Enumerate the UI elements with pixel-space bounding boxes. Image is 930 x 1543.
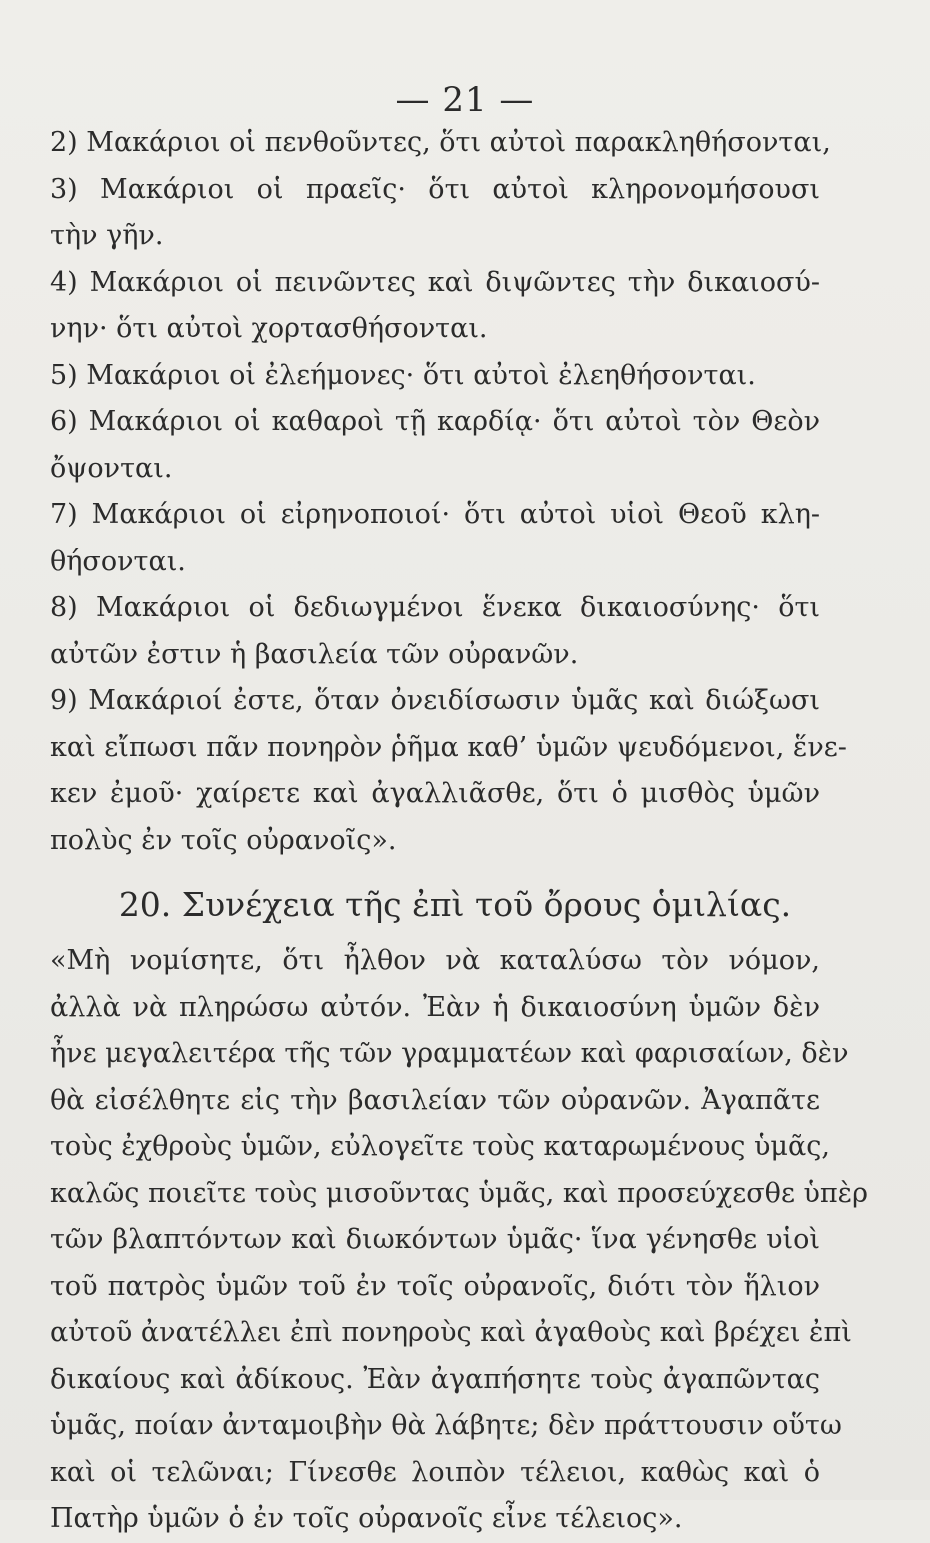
text-line: 6) Μακάριοι οἱ καθαροὶ τῇ καρδίᾳ· ὅτι αὐτοὶ τὸν Θεὸν — [50, 406, 820, 437]
text-line: κεν ἐμοῦ· χαίρετε καὶ ἀγαλλιᾶσθε, ὅτι ὁ μισθὸς ὑμῶν — [50, 778, 820, 809]
text-line: ἦνε μεγαλειτέρα τῆς τῶν γραμματέων καὶ φαρισαίων, δὲν — [50, 1038, 849, 1069]
text-line: καὶ εἴπωσι πᾶν πονηρὸν ῥῆμα καθ’ ὑμῶν ψευδόμενοι, ἕνε- — [50, 731, 847, 763]
text-line: ὑμᾶς, ποίαν ἀνταμοιβὴν θὰ λάβητε; δὲν πράττουσιν οὕτω — [50, 1410, 842, 1441]
text-line: τῶν βλαπτόντων καὶ διωκόντων ὑμᾶς· ἵνα γένησθε υἱοὶ — [50, 1224, 820, 1255]
text-line: νην· ὅτι αὐτοὶ χορτασθήσονται. — [50, 313, 488, 344]
text-line: 7) Μακάριοι οἱ εἰρηνοποιοί· ὅτι αὐτοὶ υἱοὶ Θεοῦ κλη- — [50, 499, 820, 530]
text-line: τοῦ πατρὸς ὑμῶν τοῦ ἐν τοῖς οὐρανοῖς, διότι τὸν ἥλιον — [50, 1270, 820, 1302]
text-line: τὴν γῆν. — [50, 220, 164, 251]
text-line: δικαίους καὶ ἀδίκους. Ἐὰν ἀγαπήσητε τοὺς ἀγαπῶντας — [50, 1363, 820, 1395]
text-line: πολὺς ἐν τοῖς οὐρανοῖς». — [50, 824, 397, 856]
text-line: 8) Μακάριοι οἱ δεδιωγμένοι ἕνεκα δικαιοσύνης· ὅτι — [50, 592, 820, 623]
text-line: 2) Μακάριοι οἱ πενθοῦντες, ὅτι αὐτοὶ παρακληθήσονται, — [50, 127, 831, 158]
page-number: — 21 — — [395, 80, 535, 120]
text-line: Πατὴρ ὑμῶν ὁ ἐν τοῖς οὐρανοῖς εἶνε τέλειος». — [50, 1503, 683, 1534]
page-body — [50, 120, 869, 1543]
text-line: 5) Μακάριοι οἱ ἐλεήμονες· ὅτι αὐτοὶ ἐλεηθήσονται. — [50, 359, 756, 391]
text-line: αὐτοῦ ἀνατέλλει ἐπὶ πονηροὺς καὶ ἀγαθοὺς καὶ βρέχει ἐπὶ — [50, 1317, 852, 1348]
section-heading: 20. Συνέχεια τῆς ἐπὶ τοῦ ὄρους ὁμιλίας. — [118, 885, 792, 924]
sermon-continuation-section — [50, 938, 869, 1543]
text-line: αὐτῶν ἐστιν ἡ βασιλεία τῶν οὐρανῶν. — [50, 638, 579, 670]
text-line: 3) Μακάριοι οἱ πραεῖς· ὅτι αὐτοὶ κληρονομήσουσι — [50, 173, 820, 205]
text-line: καλῶς ποιεῖτε τοὺς μισοῦντας ὑμᾶς, καὶ προσεύχεσθε ὑπὲρ — [50, 1177, 869, 1209]
text-line: θήσονται. — [50, 545, 186, 577]
text-line: ἀλλὰ νὰ πληρώσω αὐτόν. Ἐὰν ἡ δικαιοσύνη ὑμῶν δὲν — [50, 991, 820, 1023]
text-line: «Μὴ νομίσητε, ὅτι ἦλθον νὰ καταλύσω τὸν νόμον, — [50, 945, 820, 976]
text-line: θὰ εἰσέλθητε εἰς τὴν βασιλείαν τῶν οὐρανῶν. Ἀγαπᾶτε — [50, 1084, 820, 1116]
text-line: ὄψονται. — [50, 452, 173, 484]
text-line: τοὺς ἐχθροὺς ὑμῶν, εὐλογεῖτε τοὺς καταρωμένους ὑμᾶς, — [50, 1131, 830, 1162]
text-line: 4) Μακάριοι οἱ πεινῶντες καὶ διψῶντες τὴν δικαιοσύ- — [50, 266, 820, 298]
text-line: καὶ οἱ τελῶναι; Γίνεσθε λοιπὸν τέλειοι, καθὼς καὶ ὁ — [50, 1456, 820, 1488]
text-line: 9) Μακάριοί ἐστε, ὅταν ὀνειδίσωσιν ὑμᾶς καὶ διώξωσι — [50, 685, 820, 716]
beatitudes-section — [50, 120, 847, 864]
